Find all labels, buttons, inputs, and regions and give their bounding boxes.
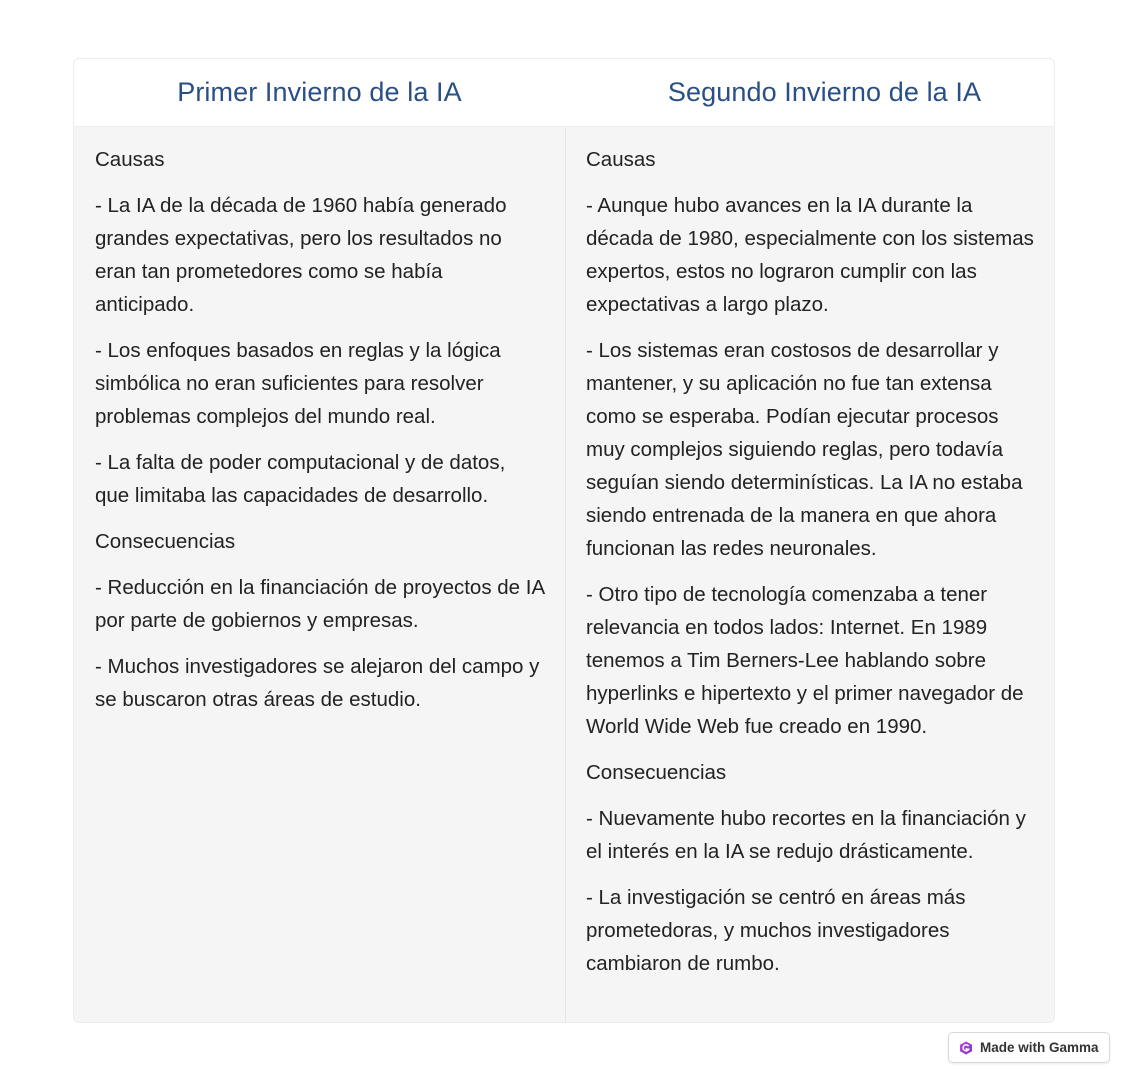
table-header-row bbox=[74, 59, 1054, 127]
list-item: - Aunque hubo avances en la IA durante la década de 1980, especialmente con los sistemas expertos, estos no lograron cumplir con las expectativas a largo plazo. bbox=[586, 194, 1034, 316]
list-item: - La investigación se centró en áreas más prometedoras, y muchos investigadores cambiaron de rumbo. bbox=[586, 886, 966, 975]
table-cell-segundo-invierno bbox=[566, 127, 1054, 1022]
table-cell-primer-invierno bbox=[74, 127, 566, 1022]
comparison-table bbox=[73, 58, 1055, 1023]
gamma-logo-icon bbox=[959, 1041, 973, 1055]
list-item: - Muchos investigadores se alejaron del campo y se buscaron otras áreas de estudio. bbox=[95, 655, 540, 711]
list-item: - Los sistemas eran costosos de desarrollar y mantener, y su aplicación no fue tan extensa como se esperaba. Podían ejecutar procesos muy complejos siguiendo reglas, pero todavía seguían siendo determinísticas. La IA no estaba siendo entrenada de la manera en que ahora funcionan las redes neuronales. bbox=[586, 339, 1023, 560]
table-body-row bbox=[74, 127, 1054, 1022]
column-header-segundo-invierno: Segundo Invierno de la IA bbox=[667, 77, 982, 107]
list-item: - La falta de poder computacional y de datos, que limitaba las capacidades de desarrollo. bbox=[95, 451, 506, 507]
section-title-causas: Causas bbox=[95, 148, 165, 171]
badge-label: Made with Gamma bbox=[980, 1040, 1099, 1055]
list-item: - La IA de la década de 1960 había generado grandes expectativas, pero los resultados no eran tan prometedores como se había anticipado. bbox=[95, 194, 507, 316]
section-title-consecuencias: Consecuencias bbox=[586, 761, 727, 784]
list-item: - Los enfoques basados en reglas y la lógica simbólica no eran suficientes para resolver problemas complejos del mundo real. bbox=[95, 339, 501, 428]
list-item: - Nuevamente hubo recortes en la financiación y el interés en la IA se redujo drásticamente. bbox=[586, 807, 1026, 863]
section-title-consecuencias: Consecuencias bbox=[95, 530, 236, 553]
column-header-primer-invierno: Primer Invierno de la IA bbox=[177, 77, 462, 107]
list-item: - Reducción en la financiación de proyectos de IA por parte de gobiernos y empresas. bbox=[95, 576, 544, 632]
made-with-gamma-button[interactable] bbox=[948, 1032, 1110, 1063]
section-title-causas: Causas bbox=[586, 148, 656, 171]
list-item: - Otro tipo de tecnología comenzaba a tener relevancia en todos lados: Internet. En 1989 tenemos a Tim Berners-Lee hablando sobre hyperlinks e hipertexto y el primer navegador de World Wide Web fue creado en 1990. bbox=[586, 583, 1024, 738]
